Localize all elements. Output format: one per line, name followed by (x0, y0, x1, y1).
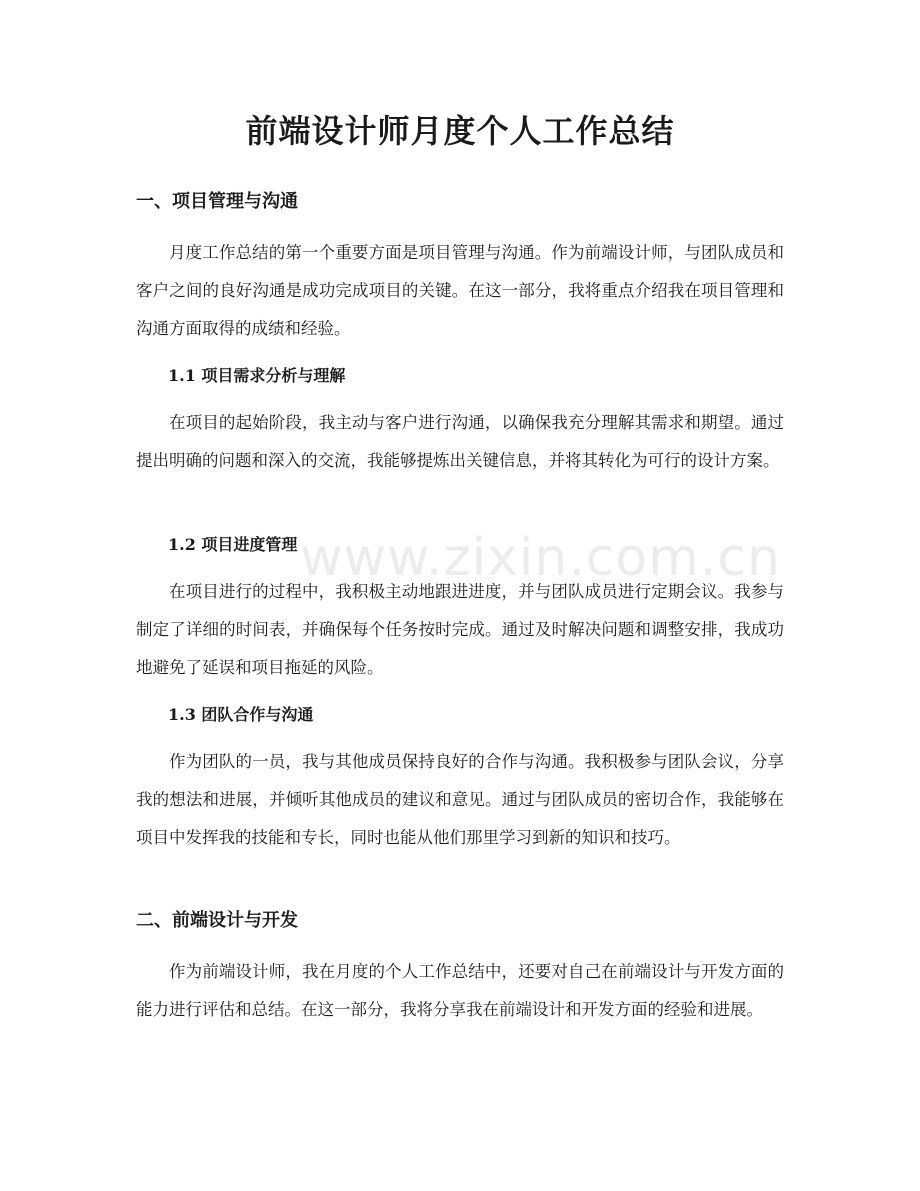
subsection-1-3-body: 作为团队的一员，我与其他成员保持良好的合作与沟通。我积极参与团队会议，分享我的想法和进展，并倾听其他成员的建议和意见。通过与团队成员的密切合作，我能够在项目中发挥我的技能和专长，同时也能从他们那里学习到新的知识和技巧。 (136, 752, 784, 847)
section-1-intro: 月度工作总结的第一个重要方面是项目管理与沟通。作为前端设计师，与团队成员和客户之间的良好沟通是成功完成项目的关键。在这一部分，我将重点介绍我在项目管理和沟通方面取得的成绩和经验。 (136, 243, 784, 338)
watermark: www.zixin.com.cn (300, 528, 781, 588)
section-2-heading: 二、前端设计与开发 (136, 910, 298, 931)
subsection-1-1-heading: 1.1 项目需求分析与理解 (168, 366, 346, 385)
section-2-intro: 作为前端设计师，我在月度的个人工作总结中，还要对自己在前端设计与开发方面的能力进行评估和总结。在这一部分，我将分享我在前端设计和开发方面的经验和进展。 (136, 962, 784, 1019)
page-title: 前端设计师月度个人工作总结 (245, 112, 675, 150)
subsection-1-1-body: 在项目的起始阶段，我主动与客户进行沟通，以确保我充分理解其需求和期望。通过提出明确的问题和深入的交流，我能够提炼出关键信息，并将其转化为可行的设计方案。 (136, 413, 784, 470)
subsection-1-2-body: 在项目进行的过程中，我积极主动地跟进进度，并与团队成员进行定期会议。我参与制定了详细的时间表，并确保每个任务按时完成。通过及时解决问题和调整安排，我成功地避免了延误和项目拖延的风险。 (136, 582, 784, 677)
section-1-heading: 一、项目管理与沟通 (136, 191, 298, 212)
subsection-1-3-heading: 1.3 团队合作与沟通 (168, 705, 314, 724)
subsection-1-2-heading: 1.2 项目进度管理 (168, 535, 298, 554)
